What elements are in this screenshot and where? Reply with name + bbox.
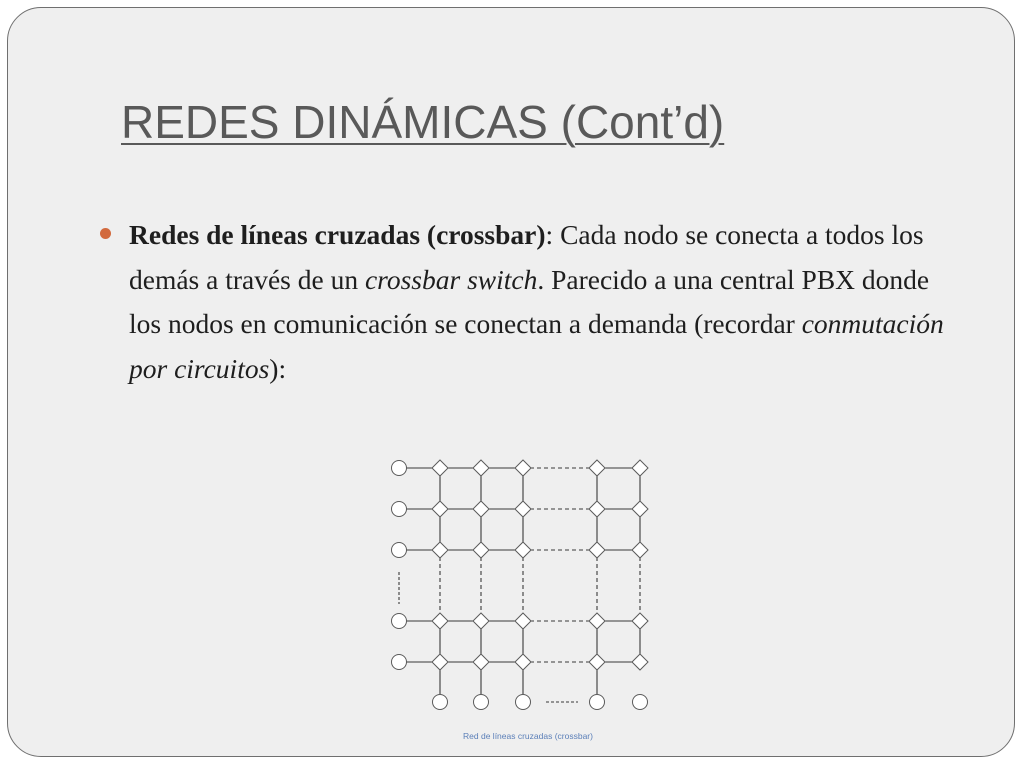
bullet-marker	[100, 228, 111, 239]
bullet-text	[129, 213, 959, 391]
crossbar-network-diagram	[380, 452, 680, 717]
input-nodes	[392, 461, 407, 670]
figure-caption: Red de líneas cruzadas (crossbar)	[463, 731, 593, 741]
bullet-separator: :	[545, 219, 554, 250]
crosspoint-switches	[432, 460, 648, 670]
bullet-text-part-2: . Parecido a una central PBX donde los nodos en comunicación se conectan a demanda (recordar	[129, 263, 930, 339]
bullet-text-part-3: ):	[269, 352, 287, 384]
bullet-term: Redes de líneas cruzadas (crossbar)	[129, 219, 546, 250]
output-nodes	[433, 695, 648, 710]
bullet-italic-crossbar-switch: crossbar switch	[364, 263, 538, 295]
slide-title: REDES DINÁMICAS (Cont’d)	[121, 96, 725, 148]
bullet-italic-circuit-switching: conmutación por circuitos	[129, 308, 944, 384]
bullet-text-part-1: Cada nodo se conecta a todos los demás a través de un	[129, 219, 924, 295]
